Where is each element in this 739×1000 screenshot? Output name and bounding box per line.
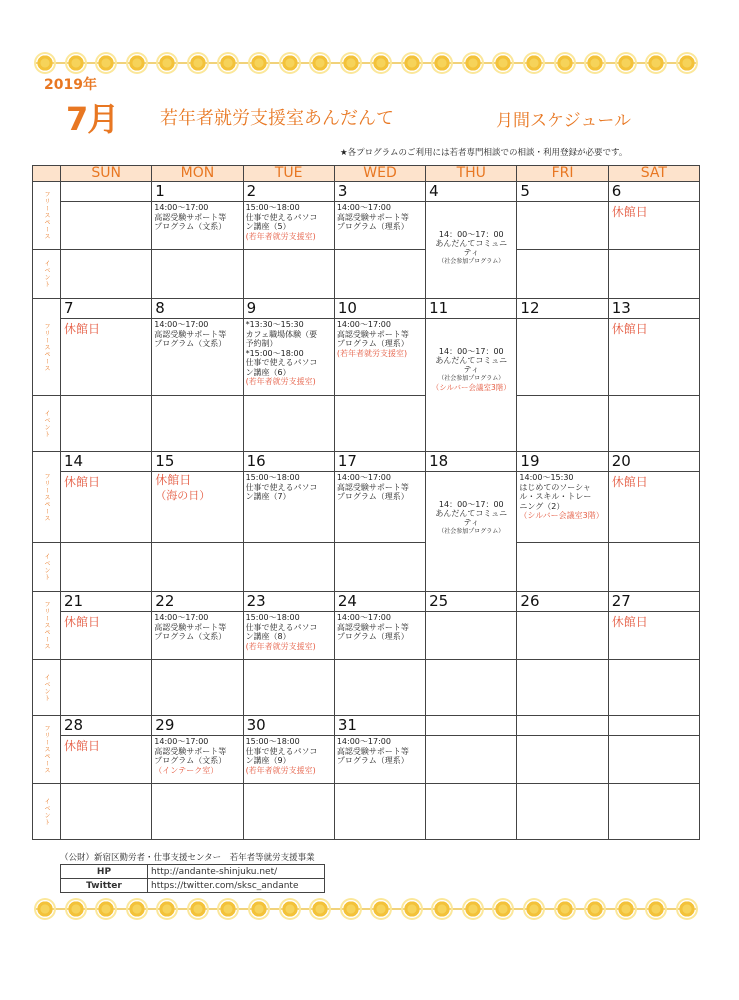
event-location: （シルバー会議室3階） <box>519 511 604 520</box>
event-line: 予約制） <box>245 339 278 348</box>
hp-label: HP <box>61 865 148 879</box>
free-cell <box>243 319 334 396</box>
event-cell <box>243 543 334 592</box>
free-cell <box>61 202 152 250</box>
event-line: *13:30～15:30 <box>245 320 304 329</box>
free-space-label: フリースペース <box>33 182 61 250</box>
hp-link[interactable]: http://andante-shinjuku.net/ <box>148 865 325 879</box>
free-cell <box>426 472 517 592</box>
event-line: あんだんてコミュニ <box>435 239 508 248</box>
event-row <box>33 543 700 592</box>
top-flower-border <box>36 52 696 74</box>
closed-label: 休館日 <box>64 322 101 336</box>
event-label: イベント <box>33 660 61 716</box>
date-cell: 15 <box>152 452 243 472</box>
free-cell <box>334 319 425 396</box>
date-cell: 7 <box>61 299 152 319</box>
event-line: 高認受験サポート等 <box>154 622 227 632</box>
event-cell <box>517 250 608 299</box>
free-cell <box>243 472 334 543</box>
free-space-row <box>33 612 700 660</box>
closed-label: 休館日 <box>611 205 648 219</box>
free-cell <box>608 319 699 396</box>
event-cell <box>61 660 152 716</box>
free-cell <box>426 319 517 452</box>
links-row <box>61 865 325 879</box>
event-line: ン講座（9） <box>245 756 291 765</box>
event-cell <box>334 784 425 840</box>
event-line: 14：00～17：00 <box>438 500 504 509</box>
date-cell: 21 <box>61 592 152 612</box>
event-line: プログラム（理系） <box>336 632 409 641</box>
event-cell <box>243 660 334 716</box>
event-cell <box>608 784 699 840</box>
free-cell <box>517 736 608 784</box>
event-line: 15:00～18:00 <box>245 473 300 482</box>
closed-label: 休館日 <box>64 615 101 629</box>
event-cell <box>608 660 699 716</box>
free-cell <box>152 472 243 543</box>
closed-label: 休館日 <box>611 615 648 629</box>
twitter-link[interactable]: https://twitter.com/sksc_andante <box>148 879 325 893</box>
date-cell: 1 <box>152 182 243 202</box>
event-cell <box>152 543 243 592</box>
event-location: (若年者就労支援室) <box>245 641 316 651</box>
event-cell <box>152 396 243 452</box>
event-category: （社会参加プログラム） <box>438 528 505 535</box>
free-cell <box>152 612 243 660</box>
event-row <box>33 396 700 452</box>
date-cell: 2 <box>243 182 334 202</box>
weekday-header-row <box>33 166 700 182</box>
event-line: 仕事で使えるパソコ <box>245 746 318 756</box>
event-line: 14:00～17:00 <box>336 613 391 622</box>
date-cell: 13 <box>608 299 699 319</box>
closed-label: 休館日 <box>64 739 101 753</box>
event-line: ニング（2） <box>519 501 565 511</box>
event-cell <box>61 784 152 840</box>
event-line: 高認受験サポート等 <box>336 622 409 632</box>
event-line: 14:00～17:00 <box>336 320 391 329</box>
closed-label: 休館日 <box>155 473 192 487</box>
event-line: 14：00～17：00 <box>438 347 504 356</box>
free-cell <box>426 736 517 784</box>
event-line: ティ <box>463 248 479 257</box>
date-cell: 5 <box>517 182 608 202</box>
event-line: 高認受験サポート等 <box>154 746 227 756</box>
free-space-label: フリースペース <box>33 716 61 784</box>
date-cell: 3 <box>334 182 425 202</box>
date-cell: 8 <box>152 299 243 319</box>
event-cell <box>243 250 334 299</box>
event-line: 仕事で使えるパソコ <box>245 212 318 222</box>
free-cell <box>608 202 699 250</box>
free-space-row <box>33 472 700 543</box>
free-cell <box>61 736 152 784</box>
event-label: イベント <box>33 543 61 592</box>
date-cell: 20 <box>608 452 699 472</box>
event-cell <box>243 784 334 840</box>
free-cell <box>334 736 425 784</box>
date-cell: 4 <box>426 182 517 202</box>
free-space-row <box>33 319 700 396</box>
weekday-header: FRI <box>517 166 608 182</box>
event-cell <box>608 396 699 452</box>
date-cell <box>608 716 699 736</box>
date-cell: 17 <box>334 452 425 472</box>
event-cell <box>517 396 608 452</box>
date-cell: 6 <box>608 182 699 202</box>
free-cell <box>608 472 699 543</box>
date-cell: 24 <box>334 592 425 612</box>
date-cell: 27 <box>608 592 699 612</box>
event-label: イベント <box>33 396 61 452</box>
free-cell <box>243 736 334 784</box>
event-line: ティ <box>463 365 479 374</box>
event-line: 14：00～17：00 <box>438 230 504 239</box>
date-cell: 9 <box>243 299 334 319</box>
event-cell <box>152 784 243 840</box>
event-line: はじめてのソーシャ <box>519 482 591 492</box>
event-line: プログラム（文系） <box>154 222 227 231</box>
event-line: あんだんてコミュニ <box>435 356 508 365</box>
date-cell: 29 <box>152 716 243 736</box>
date-cell <box>517 716 608 736</box>
event-location: (若年者就労支援室) <box>245 765 316 775</box>
page-title: 若年者就労支援室あんだんて <box>160 108 394 129</box>
corner-cell <box>33 166 61 182</box>
free-space-row <box>33 202 700 250</box>
free-cell <box>61 612 152 660</box>
links-table <box>60 864 325 893</box>
event-cell <box>61 396 152 452</box>
event-line: ン講座（5） <box>245 222 291 231</box>
free-cell <box>243 612 334 660</box>
event-line: 高認受験サポート等 <box>336 329 409 339</box>
event-line: 15:00～18:00 <box>245 613 300 622</box>
calendar-table <box>32 165 700 840</box>
month-label: 7月 <box>66 100 119 138</box>
free-cell <box>152 202 243 250</box>
date-row <box>33 716 700 736</box>
event-line: 14:00～17:00 <box>336 473 391 482</box>
free-cell <box>61 472 152 543</box>
date-cell: 26 <box>517 592 608 612</box>
free-space-label: フリースペース <box>33 592 61 660</box>
event-cell <box>608 543 699 592</box>
event-line: 高認受験サポート等 <box>336 482 409 492</box>
date-cell: 23 <box>243 592 334 612</box>
event-line: プログラム（理系） <box>336 492 409 501</box>
event-cell <box>426 784 517 840</box>
date-cell <box>61 182 152 202</box>
free-cell <box>517 472 608 543</box>
free-cell <box>608 736 699 784</box>
event-line: 15:00～18:00 <box>245 737 300 746</box>
free-cell <box>426 202 517 299</box>
weekday-header: THU <box>426 166 517 182</box>
event-line: 高認受験サポート等 <box>336 212 409 222</box>
event-row <box>33 784 700 840</box>
event-cell <box>334 543 425 592</box>
date-cell: 16 <box>243 452 334 472</box>
event-cell <box>517 660 608 716</box>
event-location: (若年者就労支援室) <box>245 377 316 386</box>
event-cell <box>334 396 425 452</box>
weekday-header: MON <box>152 166 243 182</box>
free-cell <box>517 202 608 250</box>
date-cell: 10 <box>334 299 425 319</box>
event-line: 14:00～15:30 <box>519 473 574 482</box>
free-cell <box>334 202 425 250</box>
event-line: 仕事で使えるパソコ <box>245 358 318 367</box>
event-line: 15:00～18:00 <box>245 203 300 212</box>
event-cell <box>334 660 425 716</box>
weekday-header: WED <box>334 166 425 182</box>
free-space-row <box>33 736 700 784</box>
date-cell: 22 <box>152 592 243 612</box>
event-row <box>33 250 700 299</box>
event-category: （社会参加プログラム） <box>438 375 505 382</box>
free-cell <box>334 472 425 543</box>
event-line: 14:00～17:00 <box>154 613 209 622</box>
bottom-flower-border <box>36 898 696 920</box>
event-line: 14:00～17:00 <box>154 737 209 746</box>
twitter-label: Twitter <box>61 879 148 893</box>
page-subtitle: 月間スケジュール <box>496 111 631 131</box>
event-line: 14:00～17:00 <box>336 737 391 746</box>
event-location: (若年者就労支援室) <box>245 231 316 241</box>
free-cell <box>426 612 517 660</box>
date-row <box>33 592 700 612</box>
event-line: 高認受験サポート等 <box>336 746 409 756</box>
event-cell <box>426 660 517 716</box>
free-cell <box>243 202 334 250</box>
weekday-header: SUN <box>61 166 152 182</box>
holiday-name: （海の日） <box>155 489 211 502</box>
weekday-header: TUE <box>243 166 334 182</box>
event-row <box>33 660 700 716</box>
free-space-label: フリースペース <box>33 299 61 396</box>
event-location: （インテーク室） <box>154 765 219 775</box>
event-cell <box>517 543 608 592</box>
event-line: 14:00～17:00 <box>336 203 391 212</box>
event-line: あんだんてコミュニ <box>435 509 508 518</box>
event-cell <box>152 250 243 299</box>
event-line: ン講座（6） <box>245 367 291 377</box>
event-line: プログラム（理系） <box>336 222 409 231</box>
date-cell: 14 <box>61 452 152 472</box>
event-line: プログラム（文系） <box>154 756 227 765</box>
event-location: （シルバー会議室3階） <box>431 383 511 392</box>
date-cell: 19 <box>517 452 608 472</box>
date-row <box>33 452 700 472</box>
organization-line: （公財）新宿区勤労者・仕事支援センター 若年者等就労支援事業 <box>60 853 315 863</box>
free-cell <box>334 612 425 660</box>
links-row <box>61 879 325 893</box>
event-line: 仕事で使えるパソコ <box>245 622 318 632</box>
date-cell: 11 <box>426 299 517 319</box>
date-cell: 30 <box>243 716 334 736</box>
event-cell <box>152 660 243 716</box>
closed-label: 休館日 <box>611 475 648 489</box>
date-cell: 31 <box>334 716 425 736</box>
free-cell <box>152 736 243 784</box>
event-cell <box>61 543 152 592</box>
event-line: ティ <box>463 518 479 527</box>
event-cell <box>608 250 699 299</box>
free-space-label: フリースペース <box>33 452 61 543</box>
event-line: 14:00～17:00 <box>154 203 209 212</box>
weekday-header: SAT <box>608 166 699 182</box>
date-row <box>33 299 700 319</box>
event-cell <box>334 250 425 299</box>
event-cell <box>61 250 152 299</box>
event-line: ル・スキル・トレー <box>519 492 592 501</box>
event-line: プログラム（理系） <box>336 756 409 765</box>
event-line: ン講座（7） <box>245 492 291 501</box>
year-label: 2019年 <box>44 77 97 93</box>
free-cell <box>517 612 608 660</box>
closed-label: 休館日 <box>64 475 101 489</box>
event-line: カフェ職場体験（要 <box>245 329 318 339</box>
free-cell <box>152 319 243 396</box>
event-line: 14:00～17:00 <box>154 320 209 329</box>
event-line: *15:00～18:00 <box>245 348 304 358</box>
event-cell <box>243 396 334 452</box>
event-label: イベント <box>33 250 61 299</box>
event-line: 仕事で使えるパソコ <box>245 482 318 492</box>
event-line: プログラム（文系） <box>154 632 227 641</box>
event-label: イベント <box>33 784 61 840</box>
date-row <box>33 182 700 202</box>
event-line: ン講座（8） <box>245 632 291 641</box>
closed-label: 休館日 <box>611 322 648 336</box>
free-cell <box>608 612 699 660</box>
event-location: (若年者就労支援室) <box>336 348 408 358</box>
date-cell: 28 <box>61 716 152 736</box>
date-cell <box>426 716 517 736</box>
event-line: 高認受験サポート等 <box>154 329 227 339</box>
event-cell <box>517 784 608 840</box>
date-cell: 12 <box>517 299 608 319</box>
event-category: （社会参加プログラム） <box>438 258 505 265</box>
event-line: プログラム（理系） <box>336 339 409 348</box>
free-cell <box>61 319 152 396</box>
date-cell: 18 <box>426 452 517 472</box>
registration-note: ★各プログラムのご利用には若者専門相談での相談・利用登録が必要です。 <box>340 148 628 158</box>
event-line: 高認受験サポート等 <box>154 212 227 222</box>
event-line: プログラム（文系） <box>154 339 227 348</box>
date-cell: 25 <box>426 592 517 612</box>
free-cell <box>517 319 608 396</box>
